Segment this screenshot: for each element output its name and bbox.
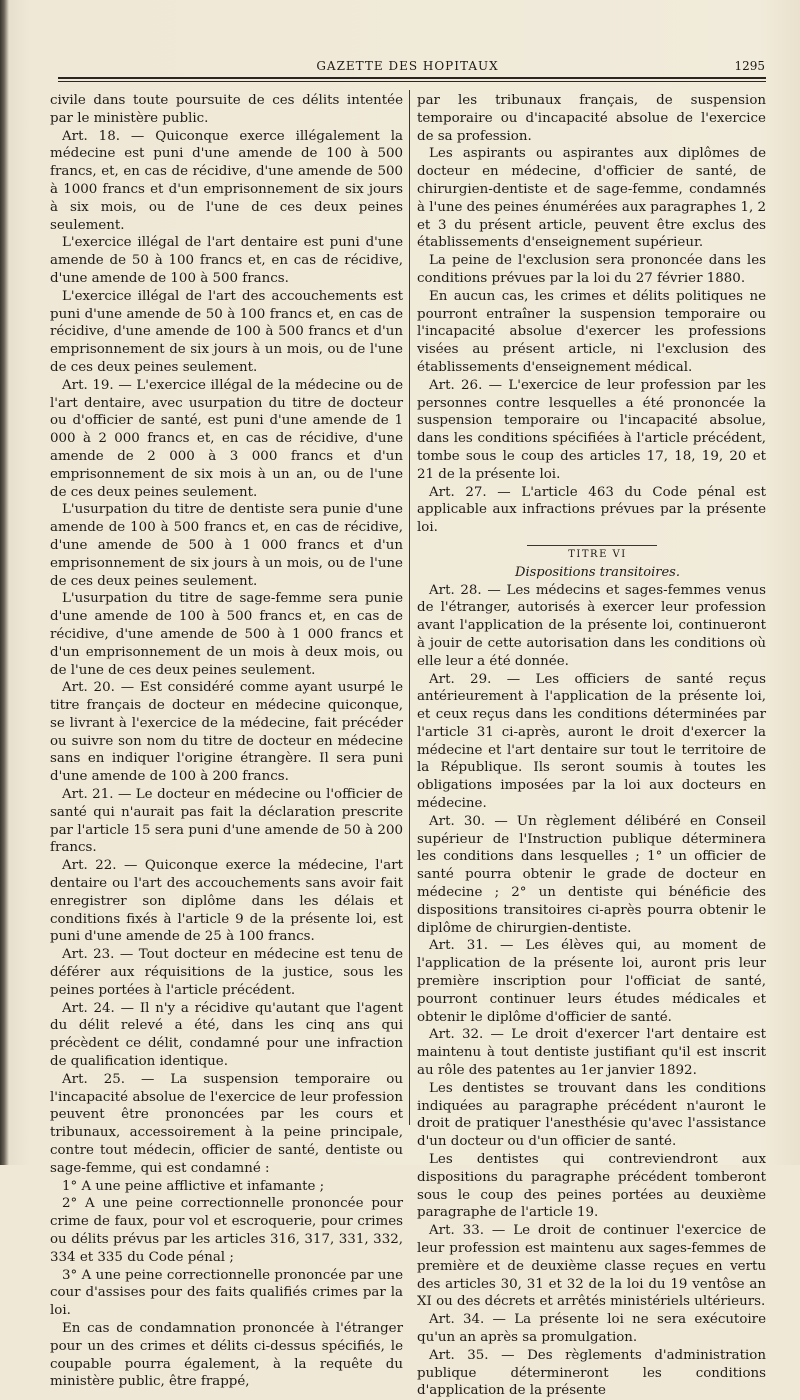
paragraph: L'usurpation du titre de dentiste sera punie d'une amende de 100 à 500 francs et, en cas de récidive, d'une amende de 500 à 1 000 francs et d'un emprisonnement de six jours à un mois, ou de l'une de ces deux peines seulement. <box>50 502 403 589</box>
right-column <box>417 92 766 1400</box>
paragraph: Art. 21. — Le docteur en médecine ou l'officier de santé qui n'aurait pas fait la déclaration prescrite par l'article 15 sera puni d'une amende de 50 à 200 francs. <box>50 787 403 856</box>
column-divider <box>409 90 410 1125</box>
header-rule-thin <box>58 81 766 82</box>
paragraph: Art. 24. — Il n'y a récidive qu'autant que l'agent du délit relevé a été, dans les cinq ans qui précèdent ce délit, condamné pour une infraction de qualification identique. <box>50 1000 403 1070</box>
paragraph: Les dentistes se trouvant dans les conditions indiquées au paragraphe précédent n'auront le droit de pratiquer l'anesthésie qu'avec l'assistance d'un docteur ou d'un officier de santé. <box>417 1080 766 1150</box>
section-subtitle: Dispositions transitoires. <box>515 564 680 580</box>
paragraph: Art. 30. — Un règlement délibéré en Conseil supérieur de l'Instruction publique déterminera les conditions dans lesquelles ; 1° un officier de santé pourra obtenir le grade de docteur en médecine ; 2° un dentiste qui bénéficie des dispositions transitoires ci-après pourra obtenir le diplôme de chirurgien-dentiste. <box>417 813 766 936</box>
paragraph: Art. 25. — La suspension temporaire ou l'incapacité absolue de l'exercice de leur profession peuvent être prononcées par les cours et tribunaux, accessoirement à la peine principale, contre tout médecin, officier de santé, dentiste ou sage-femme, qui est condamné : <box>50 1071 403 1176</box>
page-header <box>50 57 765 77</box>
paragraph: La peine de l'exclusion sera prononcée dans les conditions prévues par la loi du 27 février 1880. <box>417 253 766 286</box>
paragraph: En cas de condamnation prononcée à l'étranger pour un des crimes et délits ci-dessus spécifiés, le coupable pourra également, à la requête du ministère public, être frappé, <box>50 1320 403 1390</box>
paragraph: Art. 22. — Quiconque exerce la médecine, l'art dentaire ou l'art des accouchements sans avoir fait enregistrer son diplôme dans les délais et conditions fixés à l'article 9 de la présente loi, est puni d'une amende de 25 à 100 francs. <box>50 858 403 945</box>
paragraph: L'exercice illégal de l'art dentaire est puni d'une amende de 50 à 100 francs et, en cas de récidive, d'une amende de 100 à 500 francs. <box>50 235 403 286</box>
paragraph: Art. 34. — La présente loi ne sera exécutoire qu'un an après sa promulgation. <box>417 1312 766 1345</box>
paragraph: Art. 35. — Des règlements d'administration publique détermineront les conditions d'application de la présente <box>417 1347 766 1399</box>
journal-title: GAZETTE DES HOPITAUX <box>316 59 499 73</box>
paragraph: 1° A une peine afflictive et infamante ; <box>62 1178 325 1194</box>
paragraph: L'exercice illégal de l'art des accouchements est puni d'une amende de 50 à 100 francs et, en cas de récidive, d'une amende de 100 à 500 francs et d'un emprisonnement de six jours à un mois, ou de l'une de ces deux peines seulement. <box>50 288 403 375</box>
paragraph: Art. 23. — Tout docteur en médecine est tenu de déférer aux réquisitions de la justice, sous les peines portées à l'article précédent. <box>50 947 403 998</box>
paragraph: Art. 26. — L'exercice de leur profession par les personnes contre lesquelles a été prononcée la suspension temporaire ou l'incapacité absolue, dans les conditions spécifiées à l'article précédent, tombe sous le coup des articles 17, 18, 19, 20 et 21 de la présente loi. <box>417 377 766 482</box>
paragraph: Art. 33. — Le droit de continuer l'exercice de leur profession est maintenu aux sages-femmes de première et de deuxième classe reçues en vertu des articles 30, 31 et 32 de la loi du 19 ventôse an XI ou des décrets et arrêtés ministériels ultérieurs. <box>417 1223 766 1310</box>
paragraph: Art. 18. — Quiconque exerce illégalement la médecine est puni d'une amende de 100 à 500 francs, et, en cas de récidive, d'une amende de 500 à 1000 francs et d'un emprisonnement de six jours à six mois, ou de l'une de ces deux peines seulement. <box>50 128 403 233</box>
paragraph: L'usurpation du titre de sage-femme sera punie d'une amende de 100 à 500 francs et, en cas de récidive, d'une amende de 500 à 1 000 francs et d'un emprisonnement de un mois à deux mois, ou de l'une de ces deux peines seulement. <box>50 591 403 678</box>
paragraph: 3° A une peine correctionnelle prononcée par une cour d'assises pour des faits qualifiés crimes par la loi. <box>50 1267 403 1319</box>
paragraph: Art. 19. — L'exercice illégal de la médecine ou de l'art dentaire, avec usurpation du titre de docteur ou d'officier de santé, est puni d'une amende de 1 000 à 2 000 francs et, en cas de récidive, d'une amende de 2 000 à 3 000 francs et d'un emprisonnement de six mois à un an, ou de l'une de ces deux peines seulement. <box>50 377 403 500</box>
paragraph: Art. 31. — Les élèves qui, au moment de l'application de la présente loi, auront pris leur première inscription pour l'officiat de santé, pourront continuer leurs études médicales et obtenir le diplôme d'officier de santé. <box>417 938 766 1025</box>
paragraph: Les aspirants ou aspirantes aux diplômes de docteur en médecine, d'officier de santé, de chirurgien-dentiste et de sage-femme, condamnés à l'une des peines énumérées aux paragraphes 1, 2 et 3 du présent article, peuvent être exclus des établissements d'enseignement supérieur. <box>417 146 766 251</box>
paragraph: Art. 29. — Les officiers de santé reçus antérieurement à l'application de la présente loi, et ceux reçus dans les conditions déterminées par l'article 31 ci-après, auront le droit d'exercer la médecine et l'art dentaire sur tout le territoire de la République. Ils seront soumis à toutes les obligations imposées par la loi aux docteurs en médecine. <box>417 671 766 812</box>
paragraph: Art. 32. — Le droit d'exercer l'art dentaire est maintenu à tout dentiste justifiant qu'il est inscrit au rôle des patentes au 1er janvier 1892. <box>417 1027 766 1079</box>
paragraph: Art. 20. — Est considéré comme ayant usurpé le titre français de docteur en médecine quiconque, se livrant à l'exercice de la médecine, fait précéder ou suivre son nom du titre de docteur en médecine sans en indiquer l'origine étrangère. Il sera puni d'une amende de 100 à 200 francs. <box>50 680 403 785</box>
paragraph: Les dentistes qui contreviendront aux dispositions du paragraphe précédent tomberont sous le coup des peines portées au deuxième paragraphe de l'article 19. <box>417 1152 766 1221</box>
paragraph: civile dans toute poursuite de ces délits intentée par le ministère public. <box>50 93 403 126</box>
header-rule-thick <box>58 77 766 79</box>
section-title: TITRE VI <box>568 548 627 560</box>
paragraph: Art. 27. — L'article 463 du Code pénal est applicable aux infractions prévues par la présente loi. <box>417 484 766 536</box>
paragraph: Art. 28. — Les médecins et sages-femmes venus de l'étranger, autorisés à exercer leur profession avant l'application de la présente loi, continueront à jouir de cette autorisation dans les conditions où elle leur a été donnée. <box>417 582 766 669</box>
left-column <box>50 92 403 1391</box>
page-number: 1295 <box>734 59 765 73</box>
paragraph: 2° A une peine correctionnelle prononcée pour crime de faux, pour vol et escroquerie, pour crimes ou délits prévus par les articles 316, 317, 331, 332, 334 et 335 du Code pénal ; <box>50 1196 403 1265</box>
paragraph: par les tribunaux français, de suspension temporaire ou d'incapacité absolue de l'exercice de sa profession. <box>417 93 766 144</box>
paragraph: En aucun cas, les crimes et délits politiques ne pourront entraîner la suspension temporaire ou l'incapacité absolue d'exercer les professions visées au présent article, ni l'exclusion des établissements d'enseignement médical. <box>417 288 766 375</box>
